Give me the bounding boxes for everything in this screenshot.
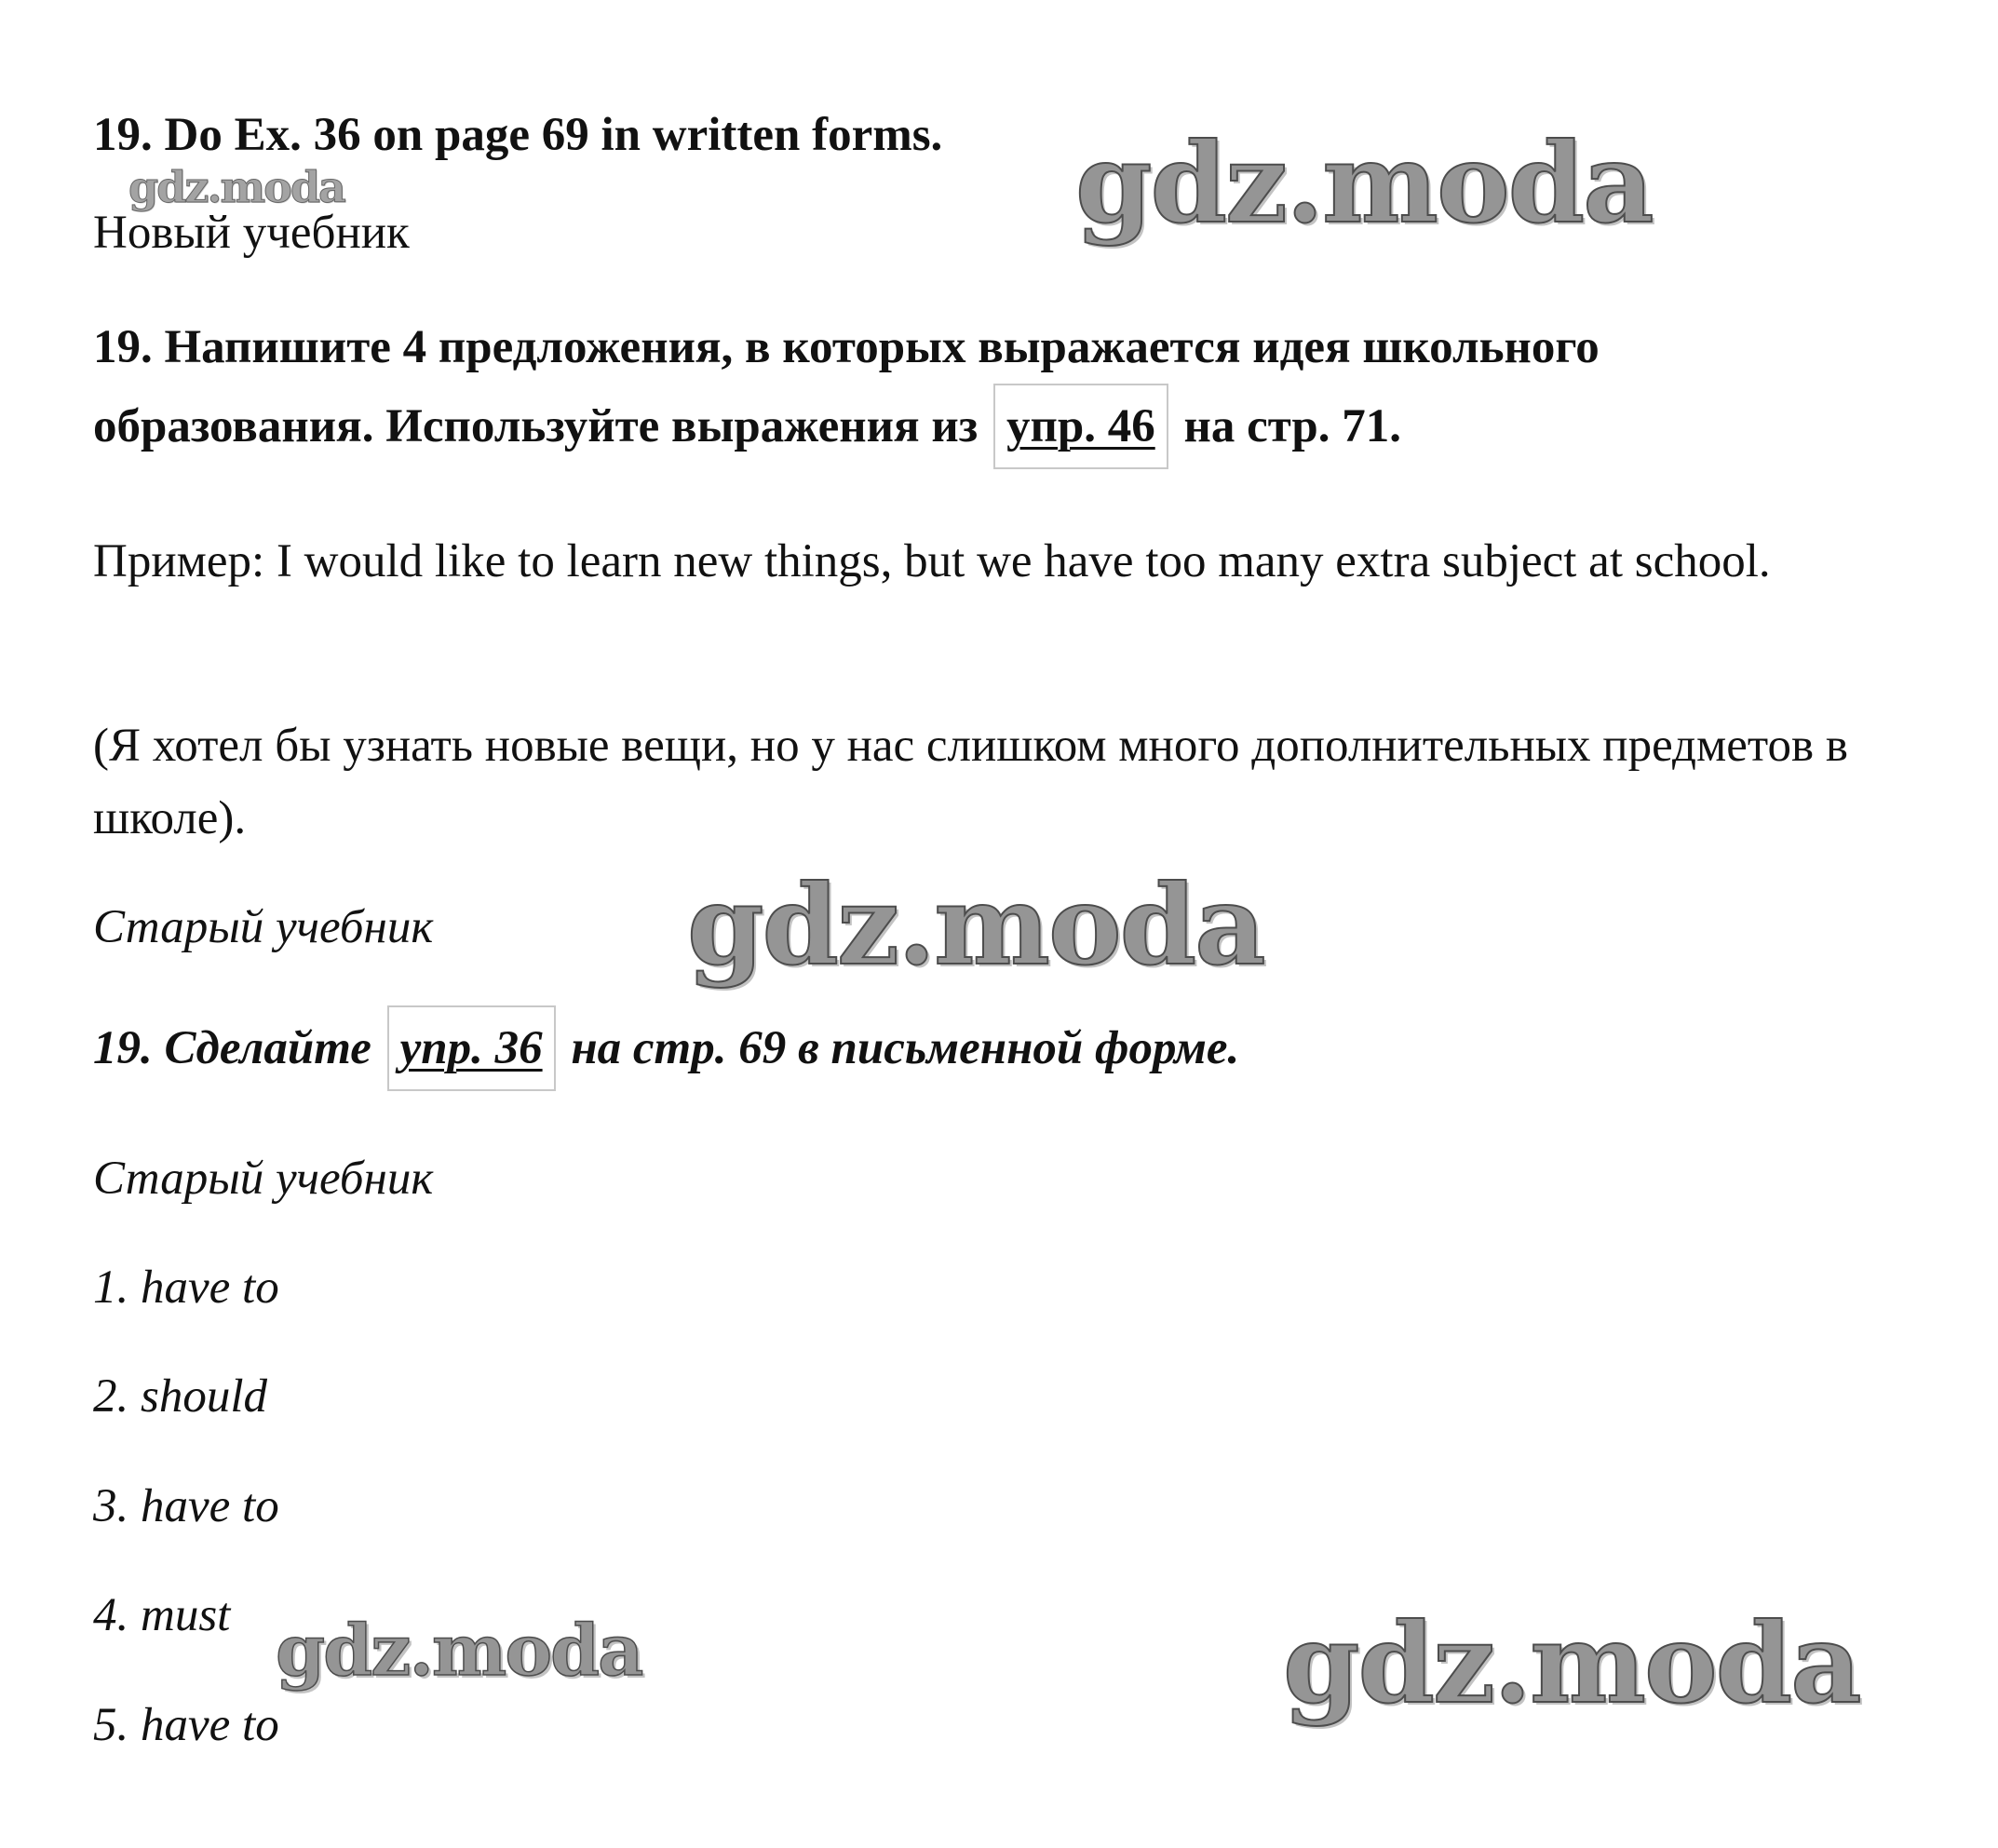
answer-3: 3. have to — [93, 1480, 279, 1532]
watermark-logo-small: gdz.moda — [128, 162, 344, 212]
answer-5: 5. have to — [93, 1699, 279, 1751]
exercise-36-link[interactable]: упр. 36 — [399, 1022, 543, 1074]
answer-1: 1. have to — [93, 1261, 279, 1314]
exercise-46-ref-box[interactable] — [993, 384, 1168, 469]
task-new-line-2-start: образования. Используйте выражения из — [93, 400, 979, 452]
old-textbook-label-1: Старый учебник — [93, 901, 434, 953]
task-old-end: на стр. 69 в письменной форме. — [571, 1022, 1240, 1074]
new-textbook-label: Новый учебник — [93, 207, 410, 259]
watermark-logo-middle: gdz.moda — [687, 860, 1264, 990]
example-sentence: Пример: I would like to learn new things, but we have too many extra subject at school. — [93, 535, 1771, 587]
task-new-line-2-end: на стр. 71. — [1183, 400, 1402, 452]
answer-2: 2. should — [93, 1370, 268, 1423]
english-task-heading: 19. Do Ex. 36 on page 69 in written forms. — [93, 109, 943, 161]
watermark-logo-bottom-left: gdz.moda — [276, 1609, 642, 1692]
exercise-46-link[interactable]: упр. 46 — [1006, 400, 1155, 452]
exercise-36-ref-box[interactable] — [387, 1005, 556, 1091]
task-old-start: 19. Сделайте — [93, 1022, 371, 1074]
task-new-line-1: 19. Напишите 4 предложения, в которых выражается идея школьного — [93, 321, 1600, 373]
watermark-logo-bottom-right: gdz.moda — [1283, 1598, 1860, 1728]
example-translation: (Я хотел бы узнать новые вещи, но у нас слишком много дополнительных предметов в школе). — [93, 720, 1848, 844]
task-old — [93, 1005, 1239, 1091]
answer-4: 4. must — [93, 1589, 231, 1641]
watermark-logo-top: gdz.moda — [1075, 118, 1653, 248]
task-new-line-2 — [93, 384, 1401, 469]
old-textbook-label-2: Старый учебник — [93, 1153, 434, 1205]
